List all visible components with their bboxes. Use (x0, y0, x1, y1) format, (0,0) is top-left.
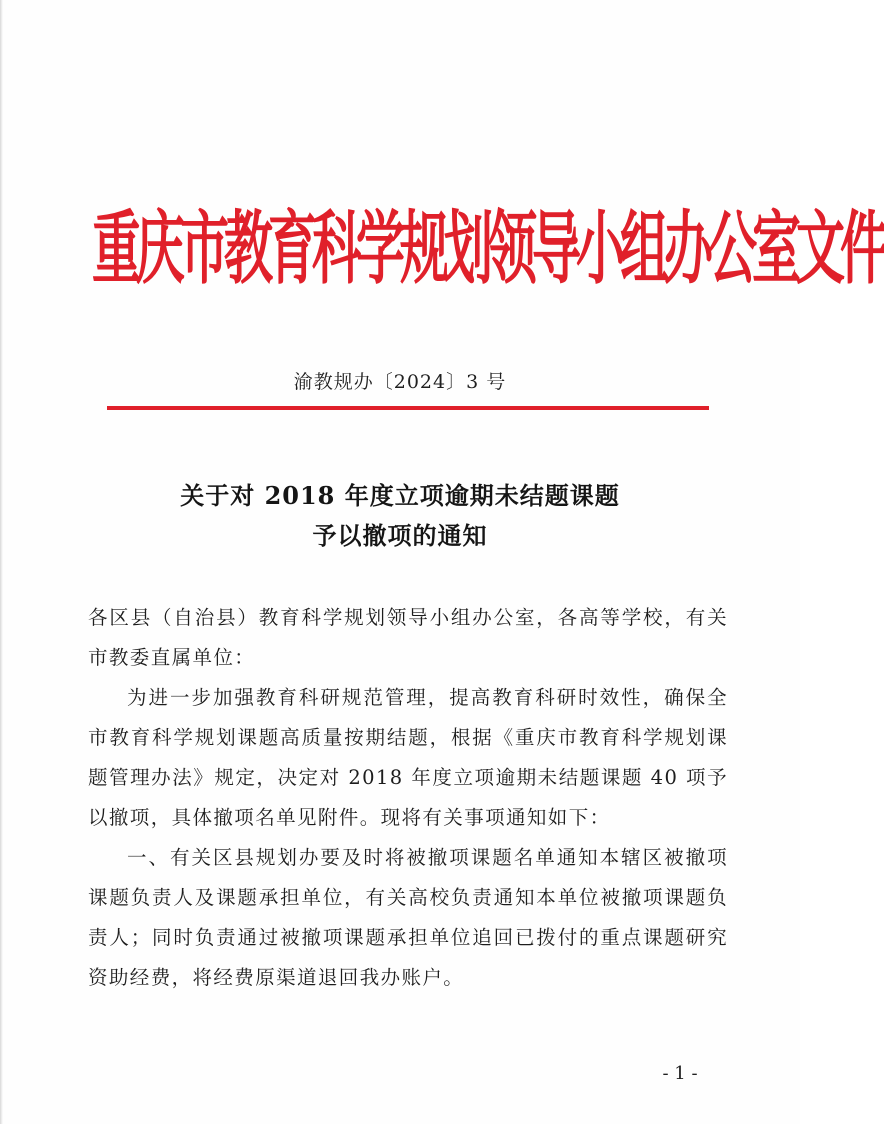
notice-title-line-1: 关于对 2018 年度立项逾期未结题课题 (180, 481, 620, 510)
page-number: - 1 - (662, 1063, 698, 1084)
document-number: 渝教规办〔2024〕3 号 (293, 371, 507, 393)
notice-title-line-2: 予以撤项的通知 (312, 521, 488, 550)
notice-body (88, 598, 728, 998)
scan-edge (0, 0, 3, 1124)
notice-title (0, 476, 800, 556)
salutation: 各区县（自治县）教育科学规划领导小组办公室，各高等学校，有关市教委直属单位： (88, 606, 728, 669)
body-paragraph-1: 为进一步加强教育科研规范管理，提高教育科研时效性，确保全市教育科学规划课题高质量按期结题，根据《重庆市教育科学规划课题管理办法》规定，决定对 2018 年度立项逾期未结题课题 40 项予以撤项，具体撤项名单见附件。现将有关事项通知如下： (88, 686, 728, 829)
red-separator-line (107, 406, 709, 410)
issuer-header: 重庆市教育科学规划领导小组办公室文件 (92, 203, 884, 296)
body-paragraph-2: 一、有关区县规划办要及时将被撤项课题名单通知本辖区被撤项课题负责人及课题承担单位，有关高校负责通知本单位被撤项课题负责人；同时负责通过被撤项课题承担单位追回已拨付的重点课题研究资助经费，将经费原渠道退回我办账户。 (88, 846, 728, 989)
